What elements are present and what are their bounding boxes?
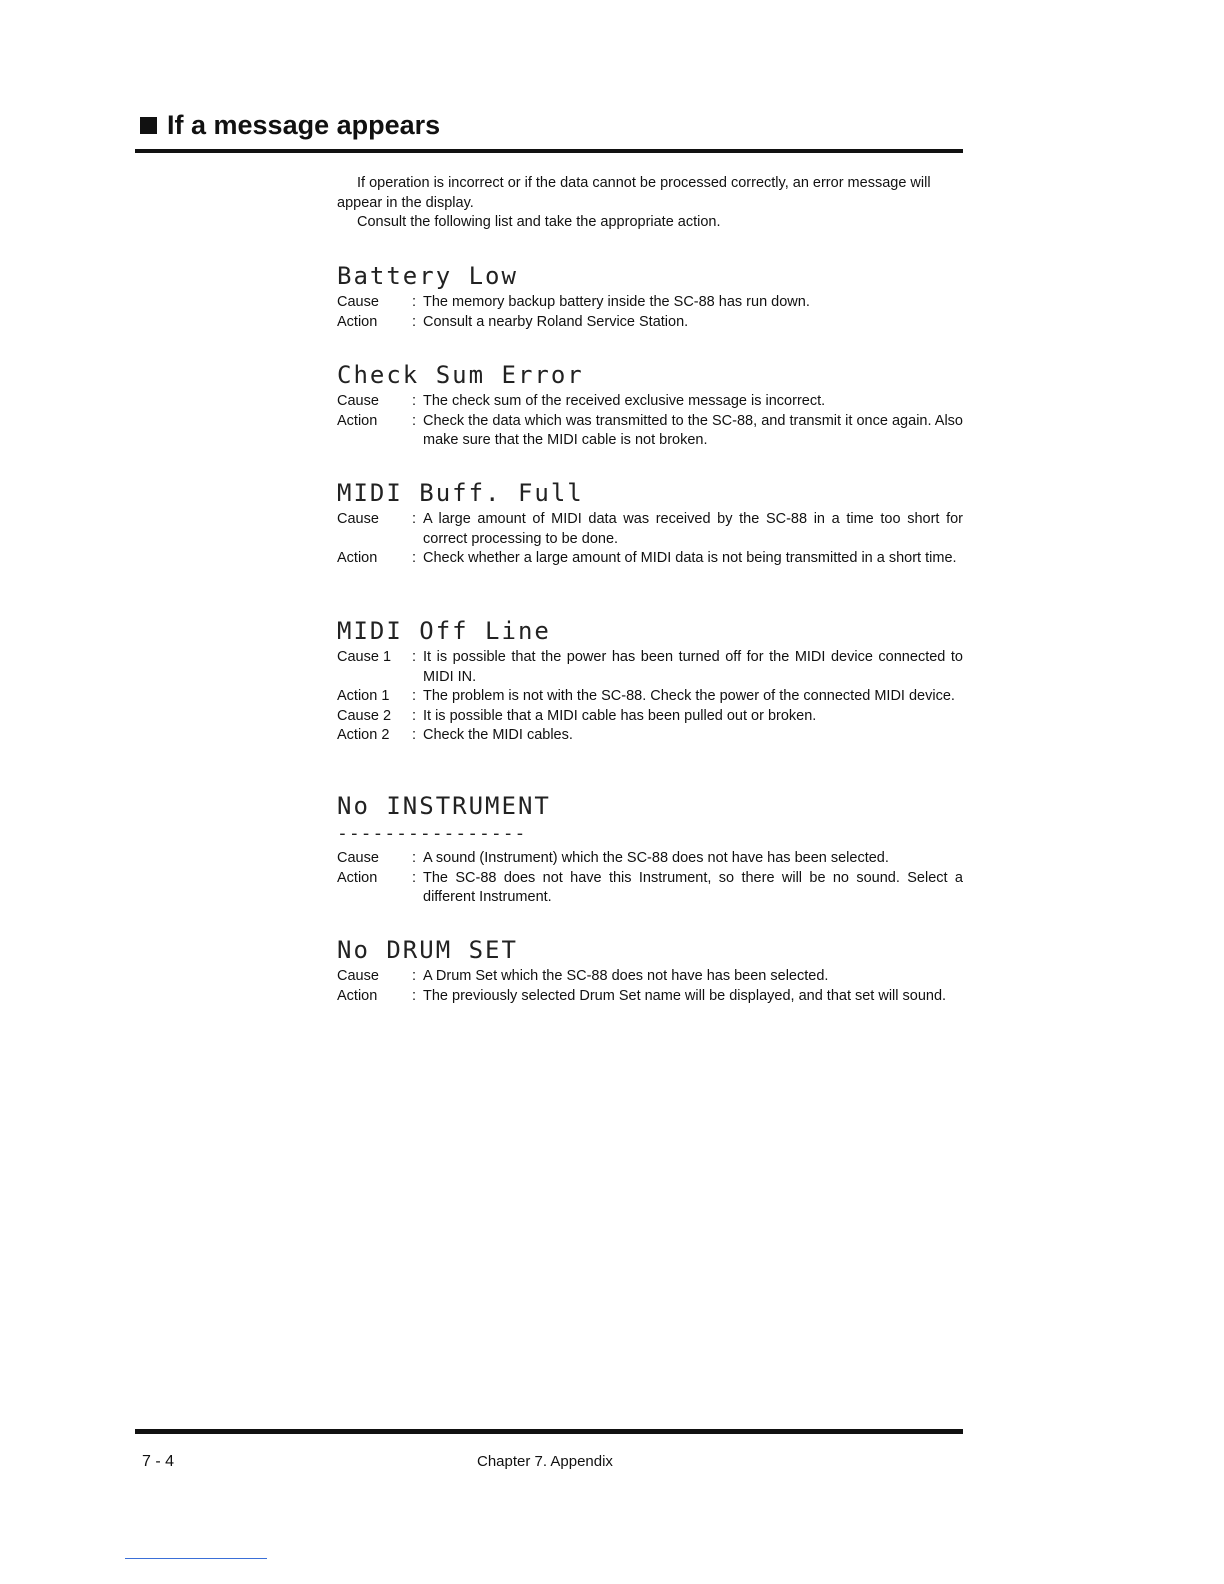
chapter-title: Chapter 7. Appendix xyxy=(477,1453,613,1470)
page-number: 7 - 4 xyxy=(142,1453,175,1470)
entry-text: A large amount of MIDI data was received by the SC-88 in a time too short for correct processing to be done. xyxy=(423,511,963,547)
message-block xyxy=(337,476,963,569)
entry-label: Cause xyxy=(337,850,379,866)
entry-row: Cause : A large amount of MIDI data was received by the SC-88 in a time too short for correct processing to be done. xyxy=(337,510,963,549)
entry-label: Action 2 xyxy=(337,727,390,743)
entry-text: Check the MIDI cables. xyxy=(423,727,573,743)
lcd-message: No INSTRUMENT xyxy=(337,792,551,820)
entry-row: Cause 1 : It is possible that the power has been turned off for the MIDI device connected to MIDI IN. xyxy=(337,648,963,687)
entry-label: Action xyxy=(337,550,378,566)
entry-text: A Drum Set which the SC-88 does not have has been selected. xyxy=(423,968,829,984)
entry-row: Cause : A Drum Set which the SC-88 does not have has been selected. xyxy=(337,967,963,987)
entry-label: Action xyxy=(337,412,378,429)
lcd-message: No DRUM SET xyxy=(337,936,518,964)
entry-text: Consult a nearby Roland Service Station. xyxy=(423,313,689,330)
square-bullet-icon xyxy=(140,117,157,134)
entry-row: Action : The previously selected Drum Set name will be displayed, and that set will sound. xyxy=(337,987,963,1007)
lcd-message: Check Sum Error xyxy=(337,361,584,389)
entry-label: Action xyxy=(337,987,378,1004)
lcd-message-line-2: ---------------- xyxy=(337,823,527,844)
message-block xyxy=(337,358,963,451)
entry-row: Cause : A sound (Instrument) which the SC-88 does not have has been selected. xyxy=(337,849,963,869)
entry-row: Action : Check the data which was transmitted to the SC-88, and transmit it once again. Also make sure that the MIDI cable is not broken. xyxy=(337,412,963,451)
entry-label: Cause xyxy=(337,393,379,409)
entry-row: Action 1 : The problem is not with the SC-88. Check the power of the connected MIDI device. xyxy=(337,687,963,707)
entry-text: The problem is not with the SC-88. Check the power of the connected MIDI device. xyxy=(423,688,955,704)
intro-line-2: Consult the following list and take the appropriate action. xyxy=(357,214,721,230)
entry-text: It is possible that a MIDI cable has been pulled out or broken. xyxy=(423,707,817,724)
entry-text: Check the data which was transmitted to the SC-88, and transmit it once again. Also make sure that the MIDI cable is not broken. xyxy=(423,412,963,448)
entry-label: Cause xyxy=(337,968,379,984)
page-heading xyxy=(140,110,440,141)
entry-row: Action : The SC-88 does not have this Instrument, so there will be no sound. Select a different Instrument. xyxy=(337,869,963,908)
entry-text: The check sum of the received exclusive message is incorrect. xyxy=(423,393,826,409)
lcd-message: MIDI Off Line xyxy=(337,617,551,645)
entry-row: Action : Consult a nearby Roland Service Station. xyxy=(337,313,963,333)
top-rule xyxy=(135,149,963,153)
entry-label: Cause 2 xyxy=(337,707,392,724)
entry-text: The SC-88 does not have this Instrument, so there will be no sound. Select a different Instrument. xyxy=(423,869,963,905)
entry-row: Action 2 : Check the MIDI cables. xyxy=(337,726,963,746)
message-block xyxy=(337,259,963,332)
page-heading-text: If a message appears xyxy=(167,110,441,140)
intro-paragraph xyxy=(337,174,963,233)
entry-row: Cause : The memory backup battery inside the SC-88 has run down. xyxy=(337,293,963,313)
entry-label: Action xyxy=(337,869,378,886)
entry-text: It is possible that the power has been turned off for the MIDI device connected to MIDI IN. xyxy=(423,649,963,685)
intro-line-1: If operation is incorrect or if the data cannot be processed correctly, an error message will appear in the display. xyxy=(337,175,931,211)
entry-text: Check whether a large amount of MIDI data is not being transmitted in a short time. xyxy=(423,550,957,566)
entry-label: Cause 1 xyxy=(337,649,392,665)
entry-row: Cause : The check sum of the received exclusive message is incorrect. xyxy=(337,392,963,412)
entry-text: The previously selected Drum Set name will be displayed, and that set will sound. xyxy=(423,987,947,1004)
bottom-rule xyxy=(135,1429,963,1434)
entry-row: Action : Check whether a large amount of MIDI data is not being transmitted in a short time. xyxy=(337,549,963,569)
entry-label: Action xyxy=(337,313,378,330)
message-block xyxy=(337,614,963,746)
lcd-message: MIDI Buff. Full xyxy=(337,479,584,507)
entry-text: The memory backup battery inside the SC-88 has run down. xyxy=(423,294,810,310)
entry-label: Action 1 xyxy=(337,688,390,704)
message-block xyxy=(337,933,963,1006)
scan-artifact-line xyxy=(125,1558,267,1559)
entry-row: Cause 2 : It is possible that a MIDI cable has been pulled out or broken. xyxy=(337,707,963,727)
entry-label: Cause xyxy=(337,511,379,527)
entry-text: A sound (Instrument) which the SC-88 does not have has been selected. xyxy=(423,850,889,866)
lcd-message: Battery Low xyxy=(337,262,518,290)
entry-label: Cause xyxy=(337,294,379,310)
message-block xyxy=(337,789,963,908)
